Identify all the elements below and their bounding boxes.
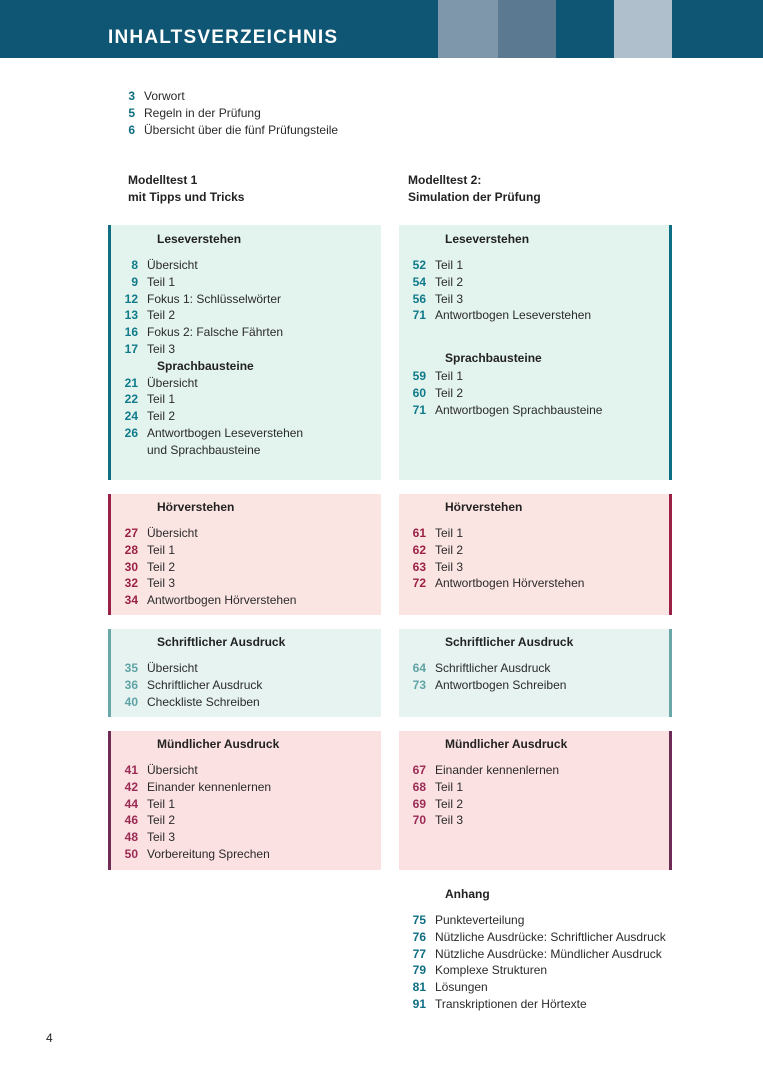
section-title: Leseverstehen	[157, 232, 242, 246]
page-ref: 34	[124, 593, 138, 608]
entry-label: Lösungen	[435, 980, 488, 995]
header-block-2	[498, 0, 556, 58]
subsection-title: Sprachbausteine	[445, 351, 542, 366]
page-ref: 16	[124, 325, 138, 340]
page-ref: 75	[412, 913, 426, 927]
toc-entry[interactable]	[399, 962, 666, 979]
page-ref: 68	[412, 779, 426, 794]
entry-label: Übersicht	[147, 258, 198, 272]
toc-entry[interactable]	[111, 274, 381, 291]
entry-label: Teil 1	[435, 779, 464, 794]
header-bar	[0, 0, 763, 58]
section-muendlicher-ausdruck-left	[108, 731, 381, 870]
toc-entry[interactable]	[399, 912, 666, 929]
page-ref: 36	[124, 677, 138, 692]
entry-label: Checkliste Schreiben	[147, 694, 260, 709]
page-ref: 44	[124, 796, 138, 811]
page-ref: 76	[412, 929, 426, 944]
page-ref: 69	[412, 796, 426, 811]
toc-entry[interactable]	[111, 846, 381, 863]
entry-label: Fokus 2: Falsche Fährten	[147, 325, 284, 340]
entry-label: Teil 1	[147, 796, 176, 811]
toc-entry[interactable]	[399, 677, 669, 694]
page-ref: 27	[124, 526, 138, 540]
toc-entry[interactable]	[399, 796, 669, 813]
entry-label: Schriftlicher Ausdruck	[147, 677, 263, 692]
entry-label-line: und Sprachbausteine	[147, 442, 261, 457]
entry-label: Komplexe Strukturen	[435, 963, 548, 978]
toc-entry[interactable]	[399, 274, 669, 291]
toc-entry[interactable]	[399, 307, 669, 324]
section-title: Anhang	[445, 887, 490, 901]
section-title: Leseverstehen	[445, 232, 530, 246]
page-ref: 42	[124, 779, 138, 794]
page-ref: 70	[412, 813, 426, 828]
entry-label: Antwortbogen Schreiben	[435, 677, 567, 692]
section-title: Hörverstehen	[157, 500, 235, 514]
entry-label: Teil 1	[435, 258, 464, 272]
page-ref: 77	[412, 946, 426, 961]
page-ref: 60	[412, 385, 426, 400]
toc-entry[interactable]	[111, 677, 381, 694]
entry-label: Übersicht über die fünf Prüfungsteile	[144, 122, 339, 137]
section-schriftlicher-ausdruck-left	[108, 629, 381, 717]
toc-entry[interactable]	[111, 525, 381, 542]
section-title: Mündlicher Ausdruck	[157, 737, 280, 751]
column-heading-line: mit Tipps und Tricks	[128, 190, 245, 204]
section-title: Schriftlicher Ausdruck	[445, 635, 574, 649]
toc-entry[interactable]	[399, 525, 669, 542]
entry-label: Regeln in der Prüfung	[144, 105, 261, 120]
page-ref: 40	[124, 694, 138, 709]
entry-label: Vorbereitung Sprechen	[147, 846, 270, 861]
page-ref: 48	[124, 830, 138, 845]
entry-label: Vorwort	[144, 89, 185, 103]
section-anhang	[399, 886, 666, 1013]
page-ref: 73	[412, 677, 426, 692]
column-heading-line: Modelltest 1	[128, 173, 198, 187]
toc-entry[interactable]	[399, 660, 669, 677]
page-ref: 79	[412, 963, 426, 978]
toc-entry[interactable]	[111, 341, 381, 358]
section-title: Hörverstehen	[445, 500, 523, 514]
page-title: INHALTSVERZEICHNIS	[108, 27, 339, 48]
entry-label: Antwortbogen Hörverstehen	[435, 576, 585, 591]
intro-list	[108, 88, 338, 138]
entry-label: Teil 3	[435, 559, 464, 574]
entry-label-line: Antwortbogen Leseverstehen	[147, 425, 304, 440]
entry-label: Teil 1	[147, 392, 176, 407]
page-ref: 71	[412, 402, 426, 417]
page-ref: 52	[412, 258, 426, 272]
page-ref: 59	[412, 368, 426, 383]
entry-label: Teil 1	[435, 526, 464, 540]
toc-entry[interactable]	[399, 385, 669, 402]
toc-entry[interactable]	[111, 694, 381, 711]
toc-entry[interactable]	[111, 291, 381, 308]
page-ref: 35	[124, 661, 138, 675]
toc-entry[interactable]	[399, 779, 669, 796]
page-ref: 56	[412, 291, 426, 306]
header-block-1	[438, 0, 498, 58]
page-ref: 71	[412, 308, 426, 323]
toc-entry[interactable]	[111, 559, 381, 576]
toc-entry[interactable]	[111, 660, 381, 677]
page-ref: 64	[412, 661, 426, 675]
column-heading-line: Modelltest 2:	[408, 173, 482, 187]
column-heading-line: Simulation der Prüfung	[408, 190, 541, 204]
entry-label: Teil 2	[435, 274, 464, 289]
entry-label: Teil 1	[435, 368, 464, 383]
page-ref: 13	[124, 308, 138, 323]
entry-label: Übersicht	[147, 526, 198, 540]
toc-entry[interactable]	[111, 324, 381, 341]
page-ref: 46	[124, 813, 138, 828]
entry-label: Transkriptionen der Hörtexte	[435, 996, 587, 1011]
toc-entry[interactable]	[111, 307, 381, 324]
toc-entry[interactable]	[399, 291, 669, 308]
toc-entry[interactable]	[399, 402, 669, 419]
entry-label: Übersicht	[147, 375, 198, 390]
entry-label: Einander kennenlernen	[147, 779, 272, 794]
page-ref: 12	[124, 291, 138, 306]
toc-entry[interactable]	[111, 812, 381, 829]
toc-entry[interactable]	[111, 796, 381, 813]
page-ref: 26	[124, 425, 138, 440]
toc-entry[interactable]	[111, 257, 381, 274]
toc-entry[interactable]	[399, 542, 669, 559]
toc-entry[interactable]	[111, 829, 381, 846]
toc-entry[interactable]	[108, 105, 338, 122]
entry-label: Antwortbogen Leseverstehen	[435, 308, 592, 323]
toc-entry[interactable]	[111, 408, 381, 425]
page-ref: 17	[124, 341, 138, 356]
page-ref: 28	[124, 542, 138, 557]
toc-entry[interactable]	[111, 391, 381, 408]
entry-label: Teil 3	[147, 341, 176, 356]
toc-entry[interactable]	[111, 542, 381, 559]
column-heading-left	[128, 172, 244, 206]
page-ref: 9	[131, 274, 138, 289]
entry-label: Antwortbogen Hörverstehen	[147, 593, 297, 608]
entry-label: Teil 3	[435, 813, 464, 828]
entry-label: Teil 3	[147, 830, 176, 845]
entry-label: Teil 2	[147, 409, 176, 424]
entry-label: Nützliche Ausdrücke: Schriftlicher Ausdruck	[435, 929, 666, 944]
entry-label: Teil 2	[435, 796, 464, 811]
page-ref: 72	[412, 576, 426, 591]
entry-label: Nützliche Ausdrücke: Mündlicher Ausdruck	[435, 946, 662, 961]
toc-entry[interactable]	[111, 592, 381, 609]
entry-label: Teil 1	[147, 542, 176, 557]
toc-entry[interactable]	[399, 368, 669, 385]
section-title: Schriftlicher Ausdruck	[157, 635, 286, 649]
entry-label: Übersicht	[147, 661, 198, 675]
toc-entry[interactable]	[399, 946, 666, 963]
page-ref: 3	[128, 89, 135, 103]
section-leseverstehen-left	[108, 225, 381, 480]
section-schriftlicher-ausdruck-right	[399, 629, 672, 717]
toc-entry[interactable]	[108, 122, 338, 139]
toc-entry[interactable]	[399, 979, 666, 996]
entry-label: Teil 2	[435, 385, 464, 400]
column-heading-right	[408, 172, 541, 206]
page-ref: 32	[124, 576, 138, 591]
page-ref: 6	[128, 122, 135, 137]
page-ref: 62	[412, 542, 426, 557]
entry-label: Fokus 1: Schlüsselwörter	[147, 291, 282, 306]
header-block-3	[614, 0, 672, 58]
page-ref: 91	[412, 996, 426, 1011]
toc-entry[interactable]	[399, 929, 666, 946]
page-ref: 41	[124, 763, 138, 777]
entry-label: Teil 2	[147, 308, 176, 323]
entry-label: Teil 2	[147, 559, 176, 574]
toc-entry[interactable]	[399, 996, 666, 1013]
toc-entry[interactable]	[399, 559, 669, 576]
page-ref: 8	[131, 258, 138, 272]
page-ref: 22	[124, 392, 138, 407]
entry-label: Übersicht	[147, 763, 198, 777]
page-ref: 24	[124, 409, 138, 424]
entry-label: Punkteverteilung	[435, 913, 525, 927]
toc-entry[interactable]	[399, 762, 669, 779]
entry-label: Antwortbogen Sprachbausteine	[435, 402, 603, 417]
toc-entry[interactable]	[399, 257, 669, 274]
toc-entry[interactable]	[399, 575, 669, 592]
page-ref: 30	[124, 559, 138, 574]
page-ref: 21	[124, 375, 138, 390]
toc-entry[interactable]	[111, 375, 381, 392]
page-ref: 67	[412, 763, 426, 777]
entry-label: Teil 3	[435, 291, 464, 306]
page-ref: 5	[128, 105, 135, 120]
toc-entry[interactable]	[399, 812, 669, 829]
subsection-title: Sprachbausteine	[157, 358, 254, 373]
page-ref: 54	[412, 274, 426, 289]
page-ref: 50	[124, 846, 138, 861]
page-number: 4	[46, 1031, 53, 1045]
page-ref: 63	[412, 559, 426, 574]
page-ref: 61	[412, 526, 426, 540]
entry-label: Teil 3	[147, 576, 176, 591]
section-title: Mündlicher Ausdruck	[445, 737, 568, 751]
section-muendlicher-ausdruck-right	[399, 731, 672, 870]
toc-entry[interactable]	[111, 762, 381, 779]
section-hoerverstehen-right	[399, 494, 672, 615]
entry-label	[147, 425, 303, 459]
toc-entry[interactable]	[111, 575, 381, 592]
entry-label: Einander kennenlernen	[435, 763, 560, 777]
page-ref: 81	[412, 980, 426, 995]
toc-entry[interactable]	[111, 425, 381, 459]
entry-label: Teil 1	[147, 274, 176, 289]
entry-label: Schriftlicher Ausdruck	[435, 661, 551, 675]
section-hoerverstehen-left	[108, 494, 381, 615]
toc-entry[interactable]	[111, 779, 381, 796]
entry-label: Teil 2	[147, 813, 176, 828]
toc-entry[interactable]	[108, 88, 338, 105]
section-leseverstehen-right	[399, 225, 672, 480]
entry-label: Teil 2	[435, 542, 464, 557]
